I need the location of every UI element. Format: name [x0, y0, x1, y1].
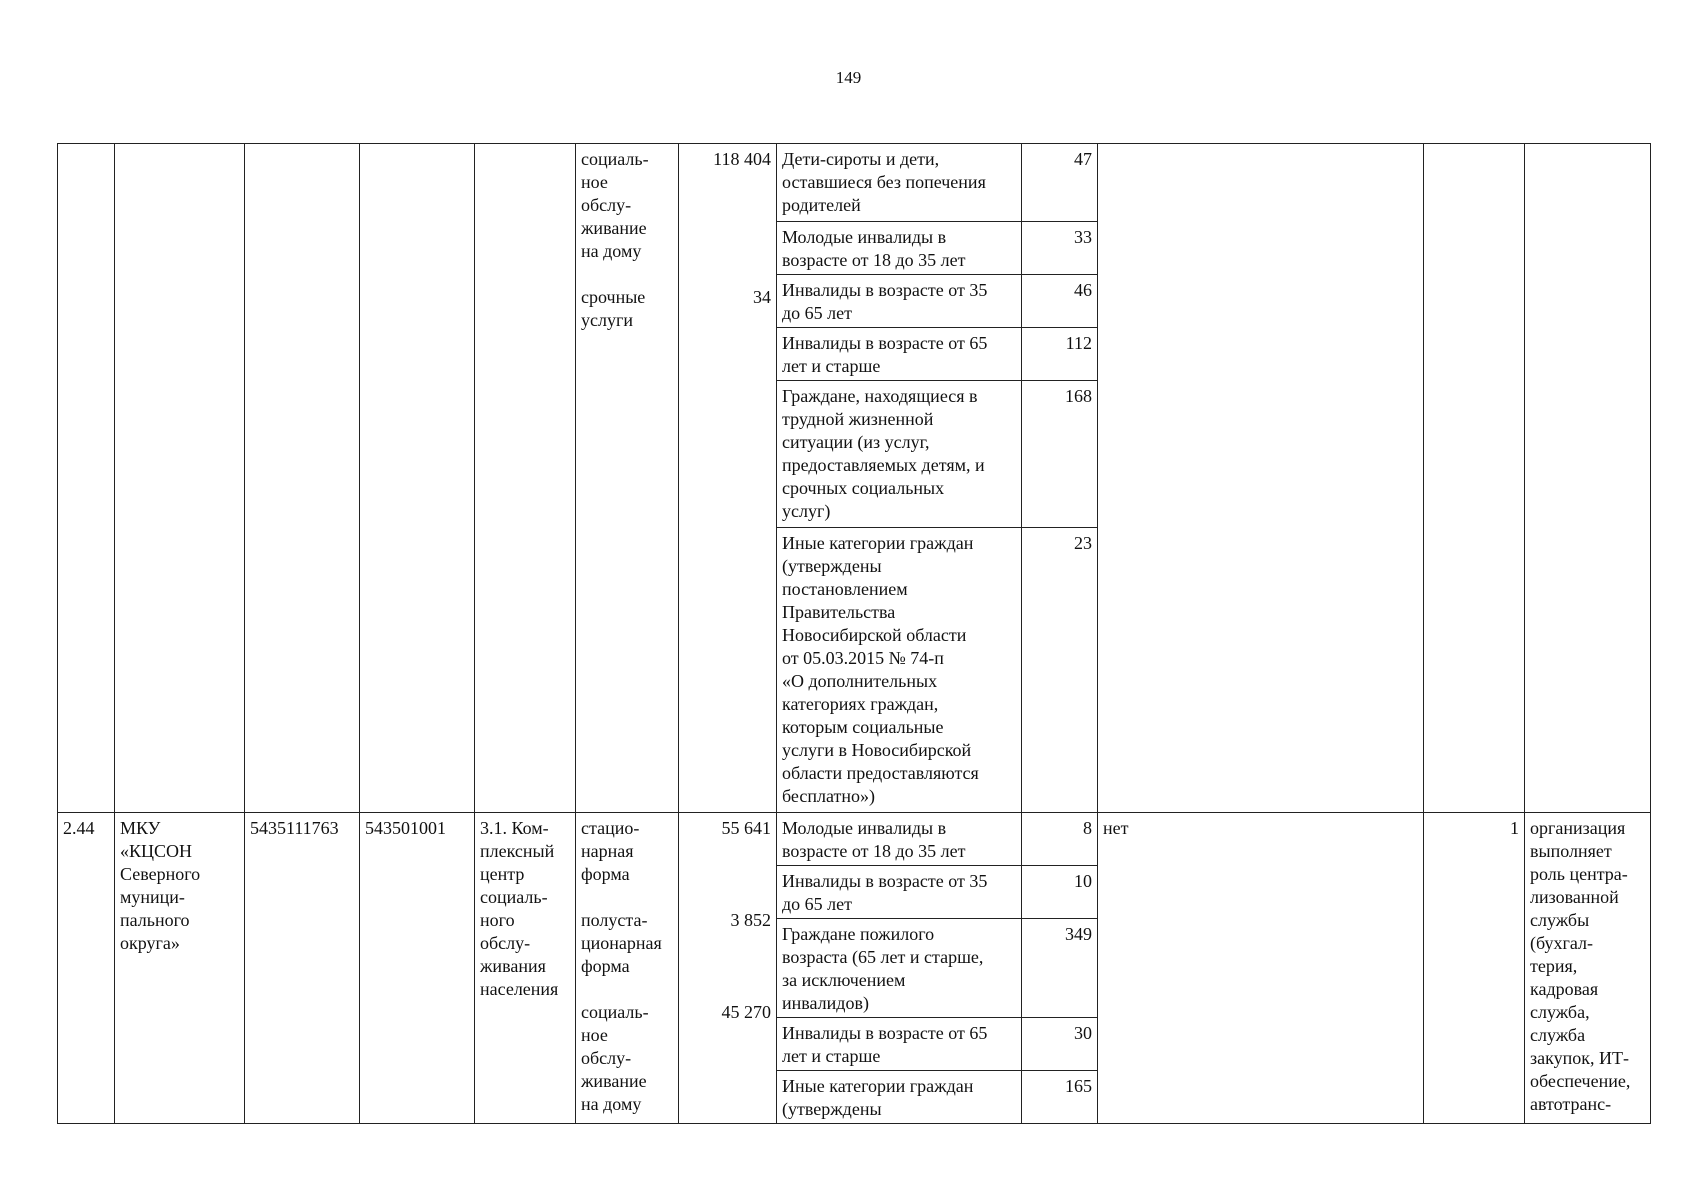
- cell-inn: 5435111763: [245, 813, 360, 1124]
- cell-category-count: 112: [1022, 328, 1098, 381]
- cell-extra-count: [1424, 144, 1525, 813]
- cell-service-forms: стацио- нарная форма полуста- ционарная форма социаль- ное обслу- живание на дому: [576, 813, 679, 1124]
- cell-institution: [115, 144, 245, 813]
- cell-remark: [1525, 144, 1651, 813]
- cell-category-count: 10: [1022, 866, 1098, 919]
- table-row: [58, 144, 1651, 222]
- cell-number: 2.44: [58, 813, 115, 1124]
- cell-service-counts: 118 404 34: [679, 144, 777, 813]
- cell-category: Иные категории граждан (утверждены: [777, 1071, 1022, 1124]
- cell-category-count: 47: [1022, 144, 1098, 222]
- cell-institution: МКУ «КЦСОН Северного муници- пального округа»: [115, 813, 245, 1124]
- cell-category: Инвалиды в возрасте от 65 лет и старше: [777, 328, 1022, 381]
- cell-category: Молодые инвалиды в возрасте от 18 до 35 лет: [777, 813, 1022, 866]
- cell-remark: организация выполняет роль центра- лизованной службы (бухгал- терия, кадровая служба, служба закупок, ИТ- обеспечение, автотранс-: [1525, 813, 1651, 1124]
- table-row: [58, 813, 1651, 866]
- cell-category-count: 165: [1022, 1071, 1098, 1124]
- cell-notes: нет: [1098, 813, 1424, 1124]
- cell-category: Инвалиды в возрасте от 35 до 65 лет: [777, 866, 1022, 919]
- cell-category-count: 46: [1022, 275, 1098, 328]
- cell-institution-type: 3.1. Ком- плексный центр социаль- ного обслу- живания населения: [475, 813, 576, 1124]
- cell-service-forms: социаль- ное обслу- живание на дому срочные услуги: [576, 144, 679, 813]
- cell-kpp: [360, 144, 475, 813]
- cell-category-count: 168: [1022, 381, 1098, 528]
- cell-extra-count: 1: [1424, 813, 1525, 1124]
- cell-number: [58, 144, 115, 813]
- page-number: 149: [835, 68, 862, 87]
- cell-category-count: 30: [1022, 1018, 1098, 1071]
- cell-notes: [1098, 144, 1424, 813]
- cell-service-counts: 55 641 3 852 45 270: [679, 813, 777, 1124]
- cell-category-count: 8: [1022, 813, 1098, 866]
- cell-category: Граждане, находящиеся в трудной жизненной ситуации (из услуг, предоставляемых детям, и срочных социальных услуг): [777, 381, 1022, 528]
- cell-category: Инвалиды в возрасте от 65 лет и старше: [777, 1018, 1022, 1071]
- cell-category: Граждане пожилого возраста (65 лет и старше, за исключением инвалидов): [777, 919, 1022, 1018]
- cell-category: Дети-сироты и дети, оставшиеся без попечения родителей: [777, 144, 1022, 222]
- cell-category: Иные категории граждан (утверждены постановлением Правительства Новосибирской области от 05.03.2015 № 74-п «О дополнительных категориях граждан, которым социальные услуги в Новосибирской области предоставляются бесплатно»): [777, 528, 1022, 813]
- cell-institution-type: [475, 144, 576, 813]
- cell-category: Молодые инвалиды в возрасте от 18 до 35 лет: [777, 222, 1022, 275]
- cell-category-count: 23: [1022, 528, 1098, 813]
- cell-category-count: 33: [1022, 222, 1098, 275]
- institutions-table: [57, 143, 1651, 1124]
- cell-kpp: 543501001: [360, 813, 475, 1124]
- cell-inn: [245, 144, 360, 813]
- cell-category: Инвалиды в возрасте от 35 до 65 лет: [777, 275, 1022, 328]
- cell-category-count: 349: [1022, 919, 1098, 1018]
